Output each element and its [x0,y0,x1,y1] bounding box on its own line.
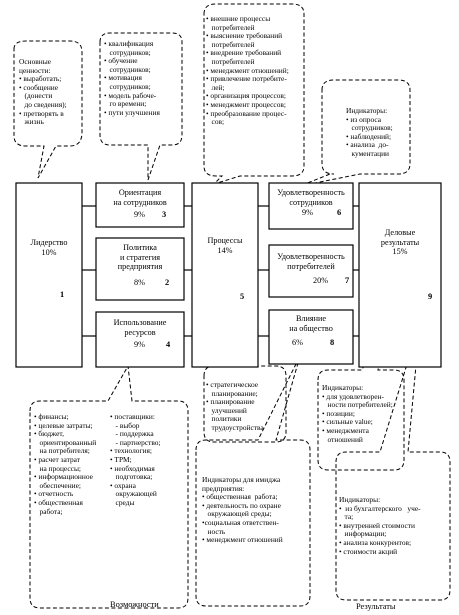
people-sat-pct: 9% [302,208,313,217]
people-number: 3 [162,210,167,219]
bubble-values-text: Основные ценности: • выработать; • сообщение (донести до сведения); • претворять в жизнь [19,57,67,127]
customer-sat-pct: 20% [313,276,329,285]
processes-label: Процессы 14% [207,236,243,255]
bubble-resources-left-text: • финансы; • целевые затраты; • бюджет, ориентированный на потребителя; • расчет затрат на процессы; • информационное обеспечение; • отчетность • общественная работа; [34,412,97,516]
society-label: Влияние на общество [289,314,333,333]
people-sat-label: Удовлетворенность сотрудников [277,188,345,207]
resources-label: Использование ресурсов [113,318,167,337]
policy-number: 2 [165,278,170,287]
policy-label: Политика и стратегия предприятия [117,243,163,272]
leadership-label: Лидерство 10% [30,238,68,257]
people-sat-number: 6 [337,208,342,217]
box-leadership [16,183,82,367]
business-number: 9 [428,292,433,301]
processes-number: 5 [240,292,245,301]
policy-pct: 8% [134,278,145,287]
leadership-number: 1 [60,290,65,299]
footer-enablers: Возможности [110,600,159,609]
box-business [359,183,441,367]
customer-sat-label: Удовлетворенность потребителей [277,252,345,271]
bubble-business-indicators-text: Индикаторы: • из бухгалтерского уче- та; • внутренней стоимости информации; • анализа конкурентов; • стоимости акций [339,495,421,556]
bubble-image-indicators-text: Индикаторы для имиджа предприятия: • общественная работа; • деятельность по охране окружающей среды; •социальная ответствен- ность • менеджмент отношений [202,475,283,545]
customer-sat-number: 7 [345,276,350,285]
society-number: 8 [330,338,335,347]
society-pct: 6% [292,338,303,347]
bubble-resources-right-text: • поставщики: - выбор - поддержка - партнерство; • технология; • TPM; • необходимая подготовка; • охрана окружающей среды [110,412,161,507]
bubble-strategy-text: • стратегическое планирование; • планирование улучшений политики трудоустройства [206,380,264,432]
box-processes [192,183,258,367]
bubble-process-items-text: • внешние процессы потребителей • выяснение требований потребителей • внедрение требований потребителей • менеджмент отношений; • привлечение потребите- лей; • организация процессов; • менеджмент процессов; • преобразование процес- сов; [206,14,289,127]
people-pct: 9% [134,210,145,219]
bubble-customer-indicators-text: Индикаторы: • для удовлетворен- ности потребителей; • позиции; • сильные value; • менеджмента отношений [322,383,393,444]
bubble-people-indicators-text: Индикаторы: • из опроса сотрудников; • наблюдений; • анализа до- кументации [346,106,393,158]
bubble-people-items-text: • квалификация сотрудников; • обучение сотрудников; • мотивация сотрудников; • модель рабоче- го времени; • пути улучшения [104,39,160,117]
resources-number: 4 [166,340,171,349]
business-label: Деловые результаты 15% [380,228,420,257]
people-label: Ориентация на сотрудников [113,188,167,207]
footer-results: Результаты [356,602,396,611]
resources-pct: 9% [134,340,145,349]
